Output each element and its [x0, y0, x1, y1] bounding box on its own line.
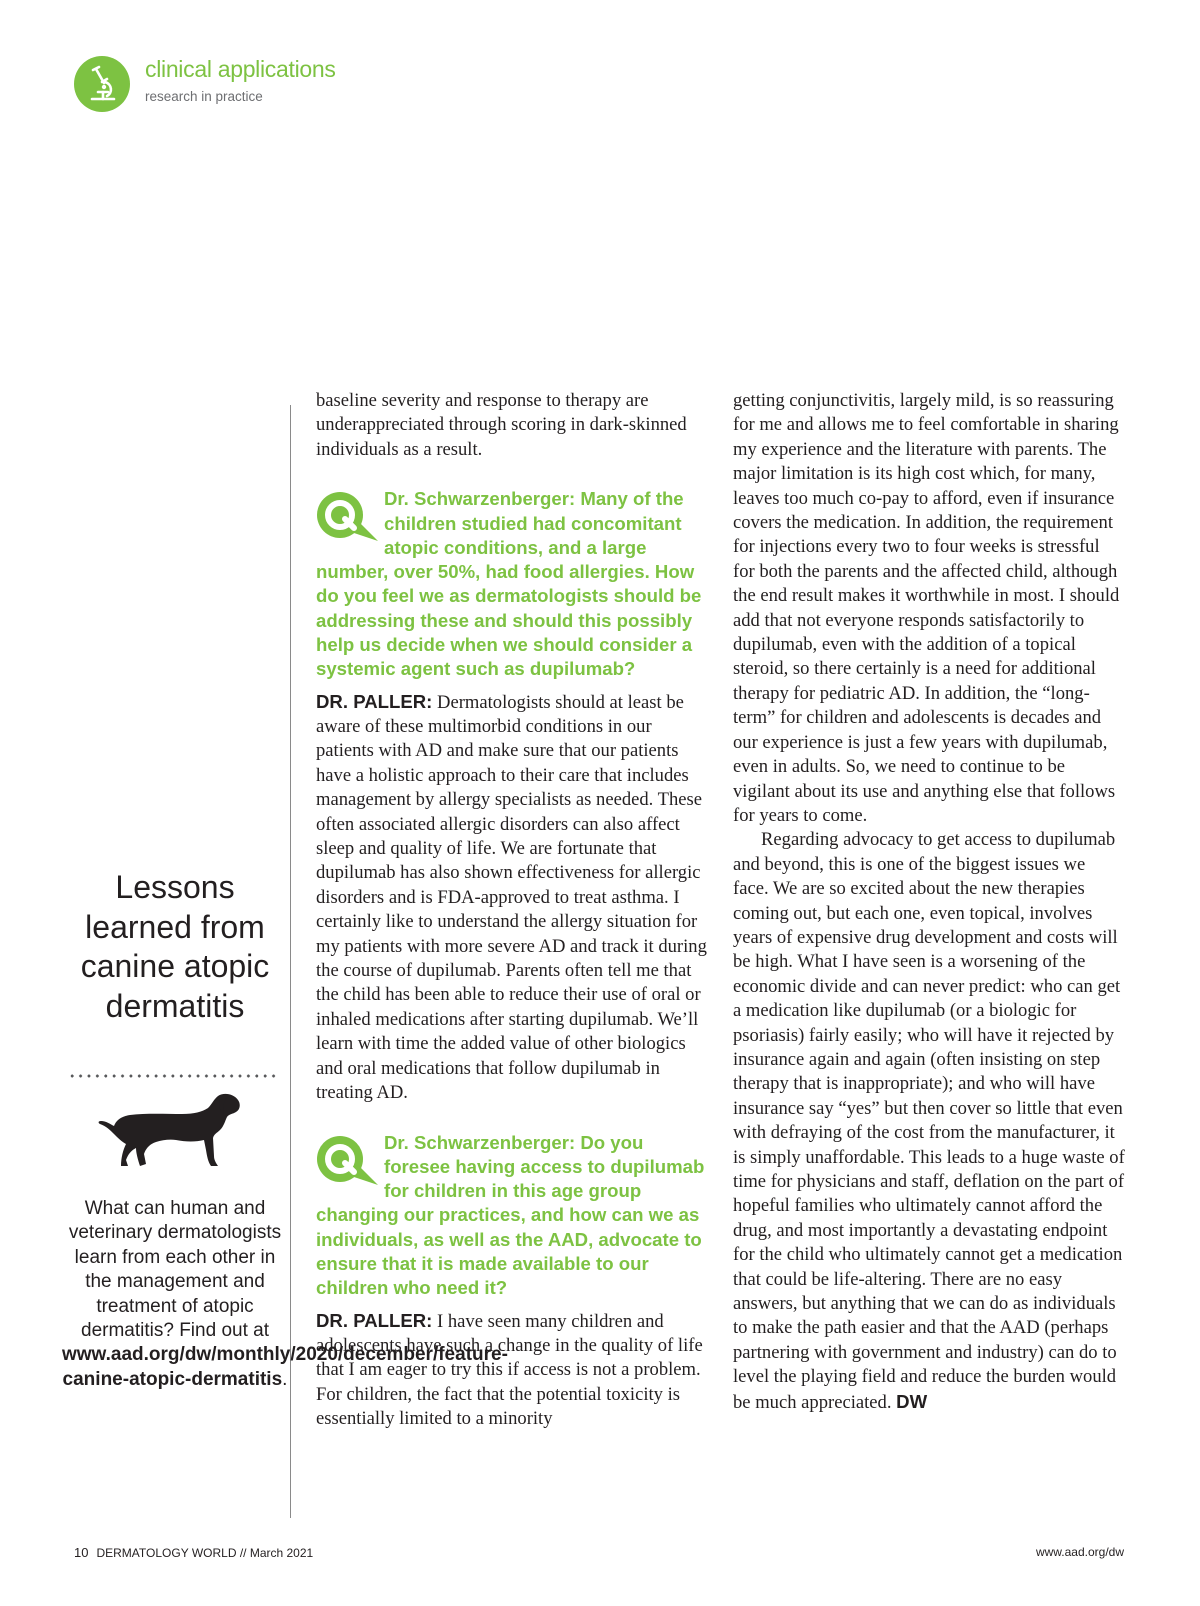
question-q-icon — [314, 1133, 380, 1185]
footer-left — [74, 1545, 313, 1560]
sidebar-link[interactable]: www.aad.org/dw/monthly/2020/december/feature-canine-atopic-dermatitis — [62, 1344, 508, 1390]
sidebar-title: Lessons learned from canine atopic dermatitis — [80, 869, 270, 1024]
microscope-icon — [74, 56, 130, 112]
question-2-interviewer: Dr. Schwarzenberger: — [384, 1131, 576, 1153]
question-1-interviewer: Dr. Schwarzenberger: — [384, 488, 576, 510]
answer-2-speaker: DR. PALLER: — [316, 1309, 433, 1331]
column-2-paragraph-2-text: Regarding advocacy to get access to dupilumab and beyond, this is one of the biggest issues we face. We are so excited about the new therapies coming out, but each one, even topical, involves years of expensive drug development and costs will be high. What I have seen is a worsening of the economic divide and can never predict: who can get a medication like dupilumab (or a biologic for psoriasis) fairly easily; who will have it rejected by insurance again and again (often insisting on step therapy that is inappropriate); and who will have insurance say “yes” but then cover so little that even with defraying of the cost from the manufacturer, it is simply unaffordable. This leads to a huge waste of time for physicians and staff, deflation on the part of hopeful families who ultimately cannot afford the drug, and most importantly a devastating endpoint for the child who ultimately cannot get a medication that could be life-altering. There are no easy answers, but anything that we can do as individuals to make the path easier and that the AAD (perhaps partnering with government and industry) can do to level the playing field and reduce the burden would be much appreciated. — [733, 829, 1125, 1413]
answer-2-text: I have seen many children and adolescents have such a change in the quality of life that I am eager to try this if access is not a problem. For children, the fact that the potential toxicity is essentially limited to a minority — [316, 1310, 703, 1430]
sidebar-body: What can human and veterinary dermatologists learn from each other in the management and treatment of atopic dermatitis? Find out at — [68, 1198, 282, 1342]
answer-1-text: Dermatologists should at least be aware of these multimorbid conditions in our patients with AD and make sure that our patients have a holistic approach to their care that includes management by allergy specialists as needed. These often associated allergic disorders can also affect sleep and quality of life. We are fortunate that dupilumab has also shown effectiveness for allergic disorders and is FDA-approved to treat asthma. I certainly like to understand the allergy situation for my patients with more severe AD and track it during the course of dupilumab. Parents often tell me that the child has been able to reduce their use of oral or inhaled medications after starting dupilumab. We’ll learn with time the added value of other biologics and oral medications that follow dupilumab in treating AD. — [316, 691, 707, 1104]
column-2-paragraph-1: getting conjunctivitis, largely mild, is so reassuring for me and allows me to feel comfortable in sharing my experience and the literature with parents. The major limitation is its high cost which, for many, leaves too much co-pay to afford, even if insurance covers the medication. In addition, the requirement for injections every two to four weeks is stressful for both the parents and the affected child, although the end result makes it worthwhile in most. I should add that not everyone responds satisfactorily to dupilumab, even with the addition of a topical steroid, so there certainly is a need for additional therapy for pediatric AD. In addition, the “long-term” for children and adolescents is decades and our experience is just a few years with dupilumab, even in adults. So, we need to continue to be vigilant about its use and anything else that follows for years to come. — [733, 390, 1120, 826]
answer-1-speaker: DR. PALLER: — [316, 690, 433, 712]
publication-name: DERMATOLOGY WORLD // March 2021 — [96, 1546, 314, 1560]
sidebar-text-end: . — [282, 1368, 288, 1390]
section-title: clinical applications — [145, 56, 336, 82]
answer-2 — [316, 1309, 708, 1432]
section-subtitle: research in practice — [145, 89, 263, 104]
dog-silhouette-icon — [96, 1090, 246, 1172]
column-2-paragraph-2 — [733, 828, 1125, 1415]
page-number: 10 — [74, 1545, 89, 1560]
footer-url[interactable]: www.aad.org/dw — [1035, 1545, 1124, 1559]
answer-1 — [316, 690, 708, 1106]
question-q-icon — [314, 489, 380, 541]
end-mark: DW — [896, 1390, 928, 1412]
article-column-2 — [733, 389, 1125, 1415]
question-1 — [316, 485, 708, 681]
section-logo — [74, 56, 130, 112]
question-1-text: Many of the children studied had concomitant atopic conditions, and a large number, over 50%, had food allergies. How do you feel we as dermatologists should be addressing these and should this possibly help us decide when we should consider a systemic agent such as dupilumab? — [316, 488, 702, 680]
dotted-divider — [68, 1074, 278, 1078]
question-2-text: Do you foresee having access to dupilumab for children in this age group changing our practices, and how can we as individuals, as well as the AAD, advocate to ensure that it is made available to our children who need it? — [316, 1131, 705, 1299]
question-2 — [316, 1129, 708, 1301]
intro-paragraph: baseline severity and response to therapy are underappreciated through scoring in dark-skinned individuals as a result. — [316, 390, 687, 460]
article-column-1 — [316, 389, 708, 1432]
